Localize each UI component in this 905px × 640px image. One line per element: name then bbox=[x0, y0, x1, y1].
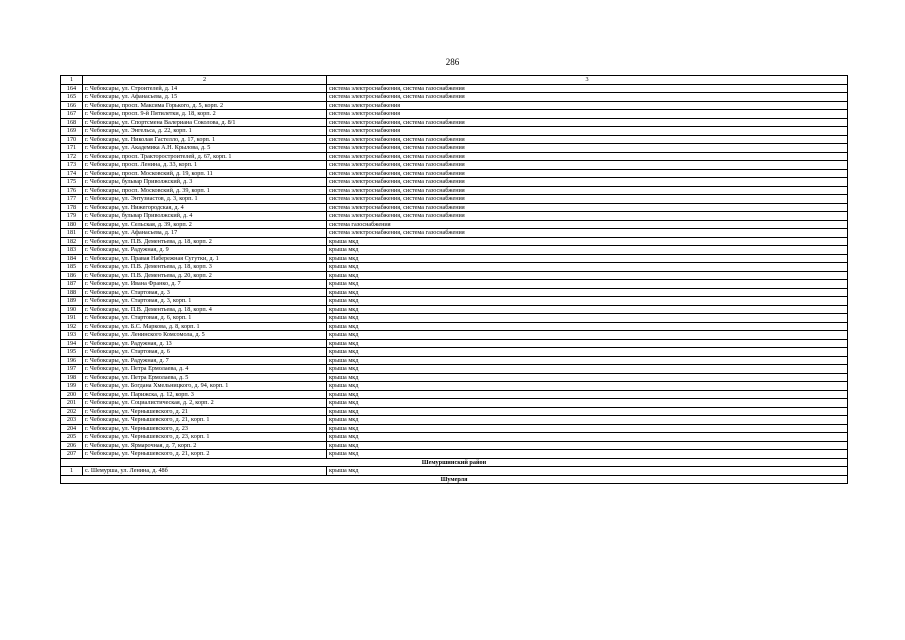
table-row bbox=[61, 203, 848, 212]
row-systems: крыша мкд bbox=[327, 467, 848, 476]
row-address: г. Чебоксары, ул. Сельская, д. 39, корп. 2 bbox=[83, 220, 327, 229]
row-systems: крыша мкд bbox=[327, 416, 848, 425]
row-number: 201 bbox=[61, 399, 83, 408]
row-number: 202 bbox=[61, 407, 83, 416]
row-address: г. Чебоксары, ул. Афанасьева, д. 17 bbox=[83, 229, 327, 238]
row-number: 204 bbox=[61, 424, 83, 433]
row-address: г. Чебоксары, ул. Спортсмена Валериана Соколова, д. 8/1 bbox=[83, 118, 327, 127]
table-row bbox=[61, 229, 848, 238]
row-systems: система электроснабжения bbox=[327, 127, 848, 136]
table-row bbox=[61, 135, 848, 144]
row-systems: крыша мкд bbox=[327, 280, 848, 289]
row-address: г. Чебоксары, ул. Чернышевского, д. 21 bbox=[83, 407, 327, 416]
row-systems: крыша мкд bbox=[327, 407, 848, 416]
row-number: 183 bbox=[61, 246, 83, 255]
row-systems: крыша мкд bbox=[327, 288, 848, 297]
row-systems: система электроснабжения, система газоснабжения bbox=[327, 161, 848, 170]
header-col-2: 2 bbox=[83, 76, 327, 85]
row-number: 198 bbox=[61, 373, 83, 382]
row-systems: крыша мкд bbox=[327, 339, 848, 348]
table-row bbox=[61, 84, 848, 93]
register-table-body bbox=[61, 76, 848, 484]
row-number: 179 bbox=[61, 212, 83, 221]
row-address: г. Чебоксары, ул. Стартовая, д. 6 bbox=[83, 348, 327, 357]
row-systems: крыша мкд bbox=[327, 373, 848, 382]
row-address: г. Чебоксары, ул. Академика А.Н. Крылова, д. 5 bbox=[83, 144, 327, 153]
row-systems: крыша мкд bbox=[327, 271, 848, 280]
header-row bbox=[61, 76, 848, 85]
row-address: г. Чебоксары, ул. Чернышевского, д. 21, корп. 1 bbox=[83, 416, 327, 425]
row-systems: крыша мкд bbox=[327, 297, 848, 306]
row-address: г. Чебоксары, ул. Энтузиастов, д. 3, корп. 1 bbox=[83, 195, 327, 204]
table-row bbox=[61, 263, 848, 272]
row-systems: крыша мкд bbox=[327, 254, 848, 263]
row-systems: крыша мкд bbox=[327, 237, 848, 246]
table-row bbox=[61, 186, 848, 195]
table-row bbox=[61, 195, 848, 204]
row-number: 193 bbox=[61, 331, 83, 340]
row-systems: крыша мкд bbox=[327, 263, 848, 272]
row-address: г. Чебоксары, ул. Радужная, д. 9 bbox=[83, 246, 327, 255]
row-number: 173 bbox=[61, 161, 83, 170]
row-number: 180 bbox=[61, 220, 83, 229]
row-number: 176 bbox=[61, 186, 83, 195]
table-row bbox=[61, 93, 848, 102]
row-systems: крыша мкд bbox=[327, 424, 848, 433]
row-systems: крыша мкд bbox=[327, 348, 848, 357]
row-number: 168 bbox=[61, 118, 83, 127]
row-number: 190 bbox=[61, 305, 83, 314]
row-number: 192 bbox=[61, 322, 83, 331]
row-number: 167 bbox=[61, 110, 83, 119]
row-address: г. Чебоксары, ул. Радужная, д. 13 bbox=[83, 339, 327, 348]
row-address: г. Чебоксары, ул. Чернышевского, д. 23 bbox=[83, 424, 327, 433]
row-number: 165 bbox=[61, 93, 83, 102]
table-row bbox=[61, 246, 848, 255]
row-address: г. Чебоксары, ул. Стартовая, д. 3 bbox=[83, 288, 327, 297]
row-number: 205 bbox=[61, 433, 83, 442]
table-row bbox=[61, 280, 848, 289]
row-address: г. Чебоксары, ул. Нижегородская, д. 4 bbox=[83, 203, 327, 212]
row-address: г. Чебоксары, ул. Б.С. Маркова, д. 8, корп. 1 bbox=[83, 322, 327, 331]
row-number: 191 bbox=[61, 314, 83, 323]
table-row bbox=[61, 101, 848, 110]
row-number: 166 bbox=[61, 101, 83, 110]
row-address: г. Чебоксары, просп. Тракторостроителей, д. 67, корп. 1 bbox=[83, 152, 327, 161]
row-number: 189 bbox=[61, 297, 83, 306]
row-address: г. Чебоксары, просп. 9-й Пятилетки, д. 18, корп. 2 bbox=[83, 110, 327, 119]
table-row bbox=[61, 373, 848, 382]
row-systems: крыша мкд bbox=[327, 450, 848, 459]
row-number: 197 bbox=[61, 365, 83, 374]
row-systems: система электроснабжения, система газоснабжения bbox=[327, 195, 848, 204]
row-systems: система электроснабжения, система газоснабжения bbox=[327, 229, 848, 238]
table-row bbox=[61, 407, 848, 416]
section-row bbox=[61, 458, 848, 467]
table-row bbox=[61, 441, 848, 450]
row-address: г. Чебоксары, ул. Чернышевского, д. 21, корп. 2 bbox=[83, 450, 327, 459]
table-row bbox=[61, 348, 848, 357]
table-row bbox=[61, 382, 848, 391]
table-row bbox=[61, 390, 848, 399]
row-systems: система электроснабжения, система газоснабжения bbox=[327, 212, 848, 221]
row-systems: система электроснабжения, система газоснабжения bbox=[327, 152, 848, 161]
row-address: г. Чебоксары, просп. Московский, д. 19, корп. 11 bbox=[83, 169, 327, 178]
row-number: 200 bbox=[61, 390, 83, 399]
row-address: г. Чебоксары, ул. Социалистическая, д. 2, корп. 2 bbox=[83, 399, 327, 408]
table-row bbox=[61, 433, 848, 442]
row-number: 181 bbox=[61, 229, 83, 238]
row-systems: система газоснабжения bbox=[327, 220, 848, 229]
section-title-shumerlya: Шумерля bbox=[61, 475, 848, 484]
row-number: 206 bbox=[61, 441, 83, 450]
table-row bbox=[61, 161, 848, 170]
table-row bbox=[61, 220, 848, 229]
table-row bbox=[61, 237, 848, 246]
row-address: г. Чебоксары, ул. Радужная, д. 7 bbox=[83, 356, 327, 365]
row-systems: крыша мкд bbox=[327, 382, 848, 391]
row-number: 187 bbox=[61, 280, 83, 289]
row-systems: система электроснабжения, система газоснабжения bbox=[327, 203, 848, 212]
row-systems: система электроснабжения, система газоснабжения bbox=[327, 135, 848, 144]
row-number: 1 bbox=[61, 467, 83, 476]
row-number: 178 bbox=[61, 203, 83, 212]
row-number: 196 bbox=[61, 356, 83, 365]
row-address: г. Чебоксары, ул. П.В. Дементьева, д. 20, корп. 2 bbox=[83, 271, 327, 280]
row-systems: система электроснабжения, система газоснабжения bbox=[327, 169, 848, 178]
row-systems: крыша мкд bbox=[327, 246, 848, 255]
table-row bbox=[61, 110, 848, 119]
row-address: г. Чебоксары, ул. П.В. Дементьева, д. 18, корп. 4 bbox=[83, 305, 327, 314]
row-systems: крыша мкд bbox=[327, 305, 848, 314]
row-address: г. Чебоксары, ул. Стартовая, д. 6, корп. 1 bbox=[83, 314, 327, 323]
row-address: г. Чебоксары, просп. Максима Горького, д. 5, корп. 2 bbox=[83, 101, 327, 110]
row-number: 184 bbox=[61, 254, 83, 263]
table-row bbox=[61, 254, 848, 263]
table-row bbox=[61, 399, 848, 408]
header-col-3: 3 bbox=[327, 76, 848, 85]
row-number: 169 bbox=[61, 127, 83, 136]
table-row bbox=[61, 127, 848, 136]
row-address: с. Шемурша, ул. Ленина, д. 48б bbox=[83, 467, 327, 476]
row-systems: крыша мкд bbox=[327, 314, 848, 323]
row-address: г. Чебоксары, ул. Ярмарочная, д. 7, корп. 2 bbox=[83, 441, 327, 450]
row-number: 170 bbox=[61, 135, 83, 144]
table-row bbox=[61, 178, 848, 187]
row-systems: система электроснабжения, система газоснабжения bbox=[327, 84, 848, 93]
row-systems: крыша мкд bbox=[327, 390, 848, 399]
row-systems: система электроснабжения bbox=[327, 110, 848, 119]
row-number: 172 bbox=[61, 152, 83, 161]
row-address: г. Чебоксары, бульвар Приволжский, д. 3 bbox=[83, 178, 327, 187]
row-number: 195 bbox=[61, 348, 83, 357]
table-row bbox=[61, 305, 848, 314]
header-col-1: 1 bbox=[61, 76, 83, 85]
row-address: г. Чебоксары, ул. Николая Гастелло, д. 17, корп. 1 bbox=[83, 135, 327, 144]
row-number: 203 bbox=[61, 416, 83, 425]
row-number: 186 bbox=[61, 271, 83, 280]
row-address: г. Чебоксары, ул. Афанасьева, д. 15 bbox=[83, 93, 327, 102]
row-address: г. Чебоксары, ул. Петра Ермолаева, д. 4 bbox=[83, 365, 327, 374]
table-row bbox=[61, 212, 848, 221]
row-address: г. Чебоксары, ул. Богдана Хмельницкого, д. 94, корп. 1 bbox=[83, 382, 327, 391]
row-systems: крыша мкд bbox=[327, 365, 848, 374]
row-systems: система электроснабжения, система газоснабжения bbox=[327, 93, 848, 102]
register-table bbox=[60, 75, 848, 484]
row-number: 164 bbox=[61, 84, 83, 93]
table-row bbox=[61, 297, 848, 306]
row-number: 177 bbox=[61, 195, 83, 204]
row-address: г. Чебоксары, ул. П.В. Дементьева, д. 18, корп. 3 bbox=[83, 263, 327, 272]
row-address: г. Чебоксары, ул. Энгельса, д. 22, корп. 1 bbox=[83, 127, 327, 136]
table-row bbox=[61, 322, 848, 331]
row-number: 199 bbox=[61, 382, 83, 391]
row-systems: крыша мкд bbox=[327, 322, 848, 331]
table-row bbox=[61, 416, 848, 425]
row-number: 175 bbox=[61, 178, 83, 187]
row-address: г. Чебоксары, ул. Стартовая, д. 3, корп. 1 bbox=[83, 297, 327, 306]
row-address: г. Чебоксары, просп. Московский, д. 39, корп. 1 bbox=[83, 186, 327, 195]
row-address: г. Чебоксары, ул. Строителей, д. 14 bbox=[83, 84, 327, 93]
table-row bbox=[61, 424, 848, 433]
row-systems: крыша мкд bbox=[327, 441, 848, 450]
row-systems: система электроснабжения, система газоснабжения bbox=[327, 144, 848, 153]
row-address: г. Чебоксары, ул. Правая Набережная Сугутки, д. 1 bbox=[83, 254, 327, 263]
table-row bbox=[61, 118, 848, 127]
row-address: г. Чебоксары, ул. Петра Ермолаева, д. 5 bbox=[83, 373, 327, 382]
row-number: 171 bbox=[61, 144, 83, 153]
table-row bbox=[61, 288, 848, 297]
page-number: 286 bbox=[445, 57, 460, 67]
row-systems: крыша мкд bbox=[327, 433, 848, 442]
row-systems: система электроснабжения, система газоснабжения bbox=[327, 186, 848, 195]
row-systems: крыша мкд bbox=[327, 356, 848, 365]
row-number: 182 bbox=[61, 237, 83, 246]
row-address: г. Чебоксары, ул. Чернышевского, д. 23, корп. 1 bbox=[83, 433, 327, 442]
table-row bbox=[61, 169, 848, 178]
table-row bbox=[61, 271, 848, 280]
row-address: г. Чебоксары, ул. Парижска, д. 12, корп. 3 bbox=[83, 390, 327, 399]
row-systems: система электроснабжения, система газоснабжения bbox=[327, 178, 848, 187]
row-number: 188 bbox=[61, 288, 83, 297]
row-address: г. Чебоксары, ул. П.В. Дементьева, д. 18, корп. 2 bbox=[83, 237, 327, 246]
row-address: г. Чебоксары, просп. Ленина, д. 33, корп. 1 bbox=[83, 161, 327, 170]
table-row bbox=[61, 356, 848, 365]
row-systems: крыша мкд bbox=[327, 331, 848, 340]
row-systems: система электроснабжения bbox=[327, 101, 848, 110]
table-row bbox=[61, 331, 848, 340]
table-row bbox=[61, 365, 848, 374]
section-title-shemurshinsky: Шемуршинский район bbox=[61, 458, 848, 467]
table-row bbox=[61, 152, 848, 161]
row-address: г. Чебоксары, бульвар Приволжский, д. 4 bbox=[83, 212, 327, 221]
table-row bbox=[61, 339, 848, 348]
table-row bbox=[61, 450, 848, 459]
row-systems: система электроснабжения, система газоснабжения bbox=[327, 118, 848, 127]
row-address: г. Чебоксары, ул. Ивана Франко, д. 7 bbox=[83, 280, 327, 289]
row-systems: крыша мкд bbox=[327, 399, 848, 408]
section-row bbox=[61, 475, 848, 484]
row-number: 174 bbox=[61, 169, 83, 178]
table-row bbox=[61, 314, 848, 323]
row-number: 207 bbox=[61, 450, 83, 459]
table-row bbox=[61, 144, 848, 153]
table-row bbox=[61, 467, 848, 476]
row-number: 194 bbox=[61, 339, 83, 348]
row-address: г. Чебоксары, ул. Ленинского Комсомола, д. 5 bbox=[83, 331, 327, 340]
row-number: 185 bbox=[61, 263, 83, 272]
